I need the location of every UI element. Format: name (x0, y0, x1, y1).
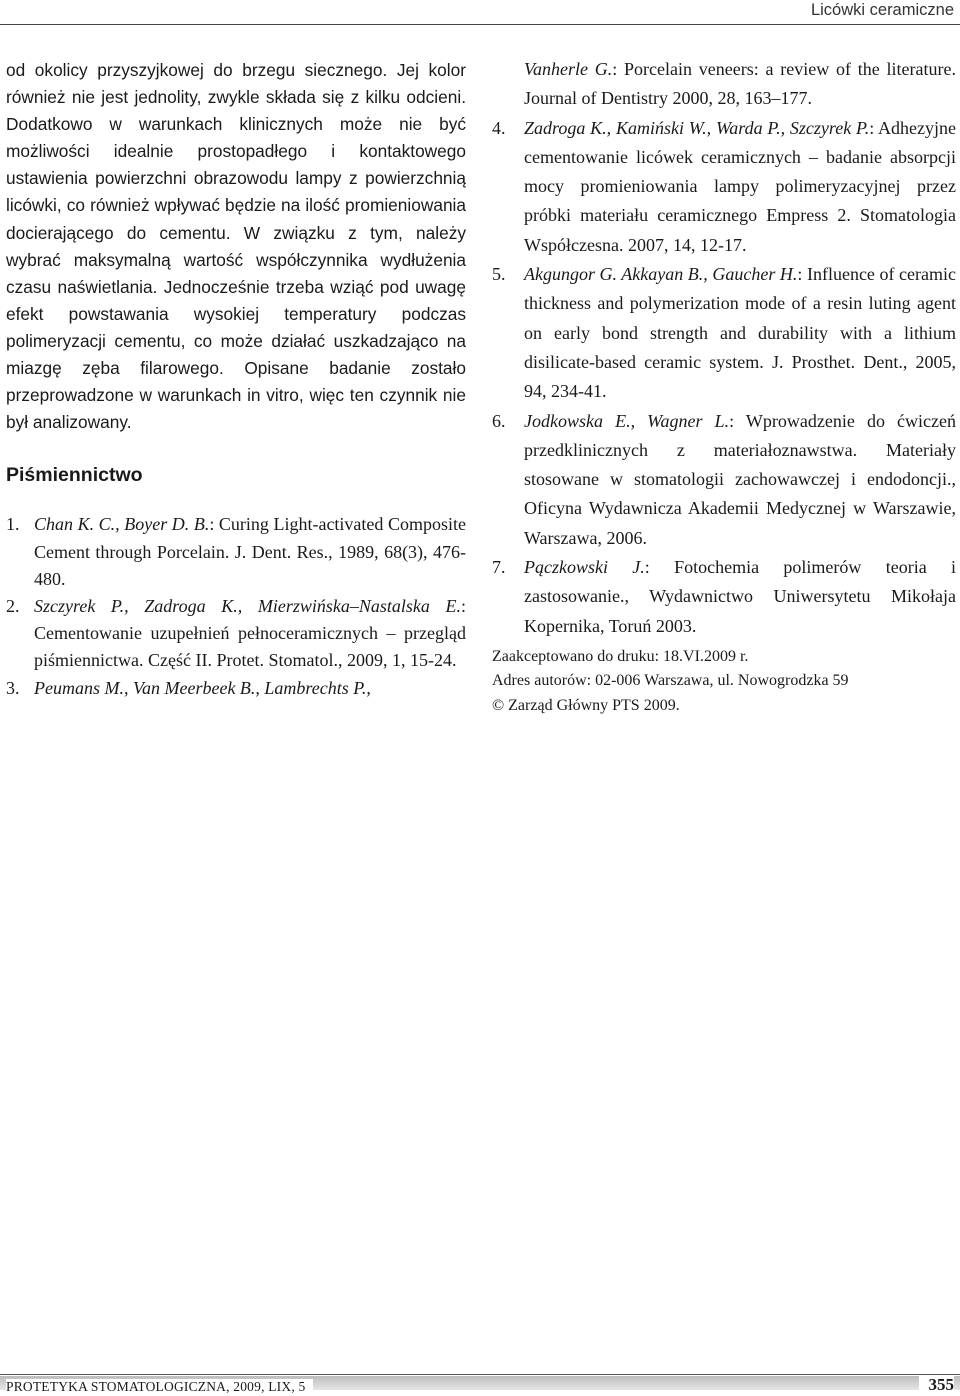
author-address: Adres autorów: 02-006 Warszawa, ul. Nowogrodzka 59 (492, 672, 849, 690)
reference-details: : Adhezyjne cementowanie licówek ceramicznych – badanie absorpcji mocy promieniowania lampy polimeryzacyjnej przez próbki materiału ceramicznego Empress 2. Stomatologia Współczesna. 2007, 14, 12-17. (524, 117, 956, 255)
page-number: 355 (919, 1375, 955, 1395)
reference-item (492, 114, 956, 260)
footer-rule (0, 1374, 960, 1375)
reference-details: : Porcelain veneers: a review of the literature. Journal of Dentistry 2000, 28, 163–177. (524, 59, 957, 109)
reference-details: : Cementowanie uzupełnień pełnoceramicznych – przegląd piśmiennictwa. Część II. Protet. Stomatol., 2009, 1, 15-24. (34, 595, 466, 671)
reference-number: 2. (6, 595, 20, 616)
reference-authors: Peumans M., Van Meerbeek B., Lambrechts P., (34, 677, 371, 698)
reference-item (6, 675, 466, 702)
reference-details: : Wprowadzenie do ćwiczeń przedklinicznych z materiałoznawstwa. Materiały stosowane w stomatologii zachowawczej i endodoncji., Oficyna Wydawnicza Akademii Medycznej w Warszawie, Warszawa, 2006. (524, 410, 956, 548)
reference-item (492, 553, 956, 641)
reference-item (492, 407, 956, 553)
reference-item (492, 260, 956, 406)
reference-authors: Zadroga K., Kamiński W., Warda P., Szczyrek P. (524, 117, 870, 138)
reference-authors: Pączkowski J. (524, 557, 645, 578)
section-heading: Piśmiennictwo (6, 464, 143, 487)
reference-number: 6. (492, 410, 506, 431)
copyright-note: © Zarząd Główny PTS 2009. (492, 696, 680, 714)
reference-authors: Akgungor G. Akkayan B., Gaucher H. (524, 264, 798, 285)
reference-number: 7. (492, 557, 506, 578)
page-footer (0, 1374, 960, 1396)
reference-number: 3. (6, 677, 20, 698)
reference-authors: Jodkowska E., Wagner L. (524, 410, 730, 431)
left-column (6, 57, 466, 702)
journal-name: PROTETYKA STOMATOLOGICZNA, 2009, LIX, 5 (6, 1379, 313, 1395)
reference-list-right (492, 55, 956, 641)
running-head-title: Licówki ceramiczne (810, 1, 954, 19)
reference-authors: Chan K. C., Boyer D. B. (34, 514, 210, 535)
reference-item-continued (492, 55, 956, 114)
reference-number: 1. (6, 514, 20, 535)
reference-details: : Fotochemia polimerów teoria i zastosowanie., Wydawnictwo Uniwersytetu Mikołaja Kopernika, Toruń 2003. (524, 557, 957, 636)
reference-authors: Vanherle G. (524, 59, 613, 79)
reference-number: 4. (492, 117, 506, 138)
reference-list-left (6, 511, 466, 701)
body-paragraph: od okolicy przyszyjkowej do brzegu siecznego. Jej kolor również nie jest jednolity, zwykle składa się z kilku odcieni. Dodatkowo w warunkach klinicznych może nie być możliwości idealnie prostopadłego i kontaktowego ustawienia powierzchni obrazowodu lampy z powierzchnią licówki, co również wpływać będzie na ilość promieniowania docierającego do cementu. W związku z tym, należy wybrać maksymalną wartość współczynnika wydłużenia czasu naświetlania. Jednocześnie trzeba wziąć pod uwagę efekt powstawania wysokiej temperatury podczas polimeryzacji cementu, co może działać uszkadzająco na miazgę zęba filarowego. Opisane badanie zostało przeprowadzone w warunkach in vitro, więc ten czynnik nie był analizowany. (6, 60, 466, 433)
reference-details: : Influence of ceramic thickness and polymerization mode of a resin luting agent on early bond strength and durability with a lithium disilicate-based ceramic system. J. Prosthet. Dent., 2005, 94, 234-41. (524, 264, 956, 402)
reference-details: : Curing Light-activated Composite Cement through Porcelain. J. Dent. Res., 1989, 68(3), 476-480. (34, 514, 466, 589)
publication-notes (492, 645, 956, 719)
reference-authors: Szczyrek P., Zadroga K., Mierzwińska–Nastalska E. (34, 595, 461, 616)
reference-item (6, 593, 466, 675)
running-head (0, 0, 960, 30)
reference-number: 5. (492, 264, 506, 285)
header-rule (0, 24, 960, 25)
right-column (492, 55, 956, 718)
reference-item (6, 511, 466, 593)
acceptance-note: Zaakceptowano do druku: 18.VI.2009 r. (492, 647, 749, 665)
